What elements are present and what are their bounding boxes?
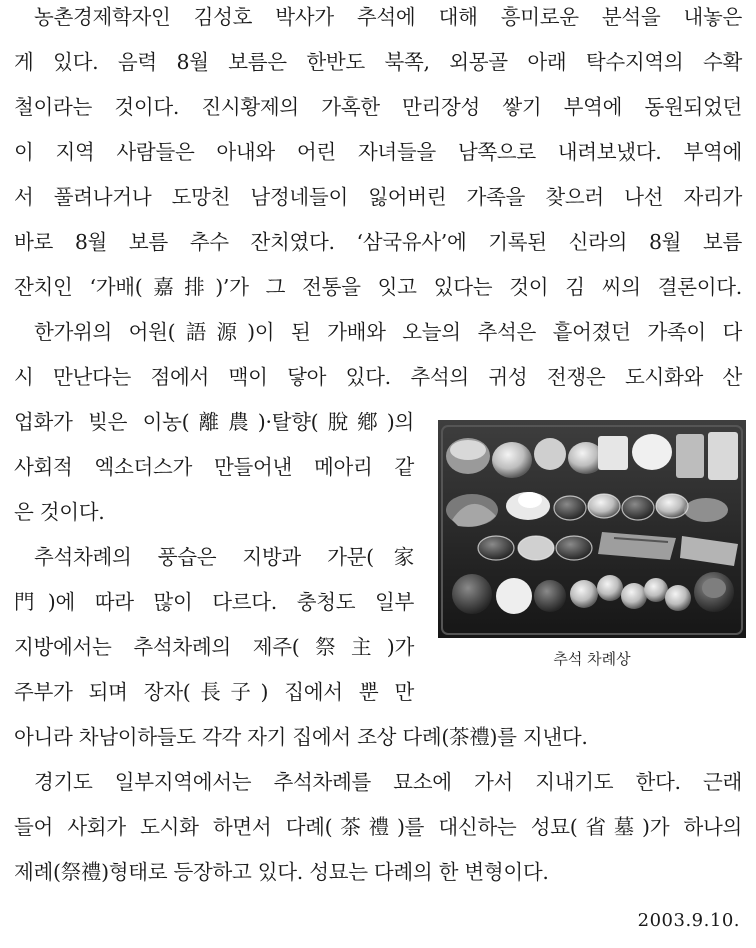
photo-caption: 추석 차례상	[553, 650, 631, 668]
paragraph-1-line-5: 서 풀려나거나 도망친 남정네들이 잃어버린 가족을 찾으러 나선 자리가	[14, 185, 742, 209]
paragraph-1-line-3: 철이라는 것이다. 진시황제의 가혹한 만리장성 쌓기 부역에 동원되었던	[14, 95, 742, 119]
paragraph-1-line-7: 잔치인 ‘가배(嘉排)’가 그 전통을 잇고 있다는 것이 김 씨의 결론이다.	[14, 275, 742, 299]
paragraph-2-line-2: 시 만난다는 점에서 맥이 닿아 있다. 추석의 귀성 전쟁은 도시화와 산	[14, 365, 742, 389]
paragraph-2-line-1: 한가위의 어원(語源)이 된 가배와 오늘의 추석은 흩어졌던 가족이 다	[34, 320, 742, 344]
paragraph-2-line-3: 업화가 빚은 이농(離農)·탈향(脫鄕)의	[14, 410, 414, 434]
paragraph-1-line-1: 농촌경제학자인 김성호 박사가 추석에 대해 흥미로운 분석을 내놓은	[34, 5, 742, 29]
ancestral-table-photo	[438, 420, 746, 638]
ancestral-table-illustration	[438, 420, 746, 638]
paragraph-3-line-4: 주부가 되며 장자(長子) 집에서 뿐 만	[14, 680, 414, 704]
paragraph-3-line-1: 추석차례의 풍습은 지방과 가문(家	[34, 545, 414, 569]
paragraph-4-line-3: 제례(祭禮)형태로 등장하고 있다. 성묘는 다례의 한 변형이다.	[14, 860, 549, 884]
paragraph-3-line-2: 門)에 따라 많이 다르다. 충청도 일부	[14, 590, 414, 614]
publication-date: 2003.9.10.	[637, 910, 740, 931]
paragraph-3-line-5: 아니라 차남이하들도 각각 자기 집에서 조상 다례(茶禮)를 지낸다.	[14, 725, 588, 749]
paragraph-1-line-6: 바로 8월 보름 추수 잔치였다. ‘삼국유사’에 기록된 신라의 8월 보름	[14, 230, 742, 254]
paragraph-4-line-2: 들어 사회가 도시화 하면서 다례(茶禮)를 대신하는 성묘(省墓)가 하나의	[14, 815, 742, 839]
paragraph-4-line-1: 경기도 일부지역에서는 추석차례를 묘소에 가서 지내기도 한다. 근래	[34, 770, 742, 794]
paragraph-1-line-4: 이 지역 사람들은 아내와 어린 자녀들을 남쪽으로 내려보냈다. 부역에	[14, 140, 742, 164]
paragraph-3-line-3: 지방에서는 추석차례의 제주(祭主)가	[14, 635, 414, 659]
paragraph-2-line-5: 은 것이다.	[14, 500, 105, 524]
paragraph-1-line-2: 게 있다. 음력 8월 보름은 한반도 북쪽, 외몽골 아래 탁수지역의 수확	[14, 50, 742, 74]
paragraph-2-line-4: 사회적 엑소더스가 만들어낸 메아리 같	[14, 455, 414, 479]
